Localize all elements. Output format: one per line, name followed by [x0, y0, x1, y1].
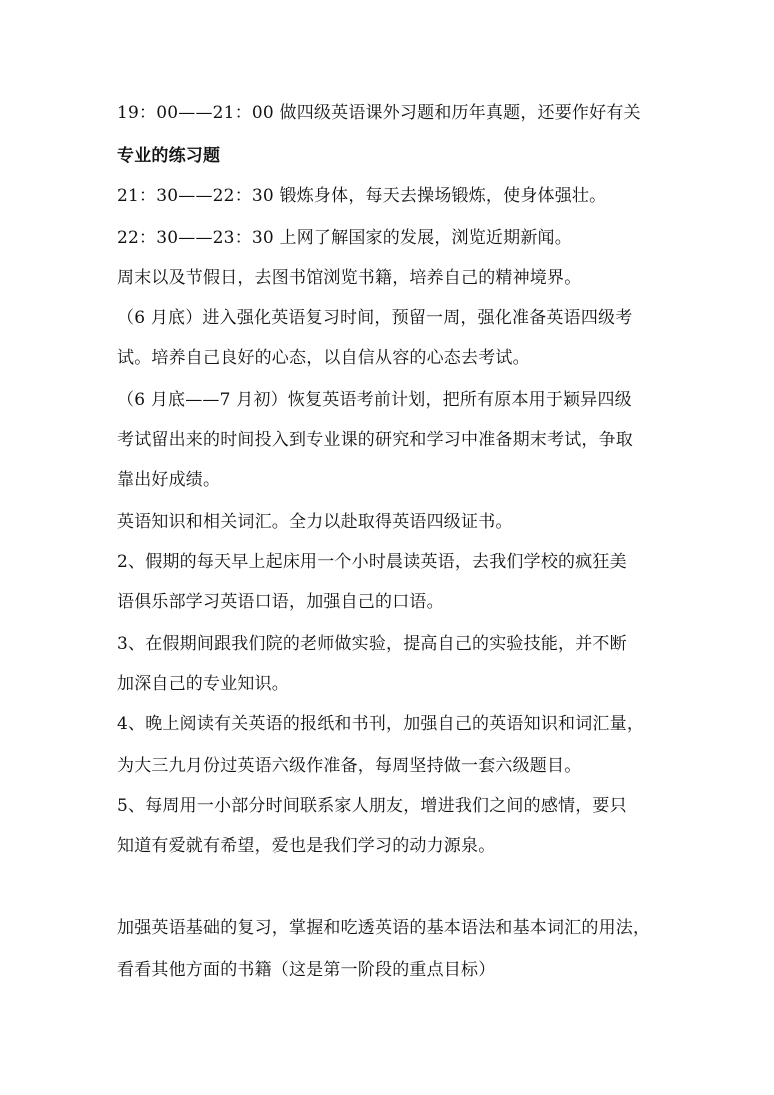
- text-line: 加深自己的专业知识。: [117, 674, 289, 694]
- text-line: 看看其他方面的书籍（这是第一阶段的重点目标）: [117, 960, 496, 980]
- text-line: 22：30——23：30 上网了解国家的发展，浏览近期新闻。: [117, 228, 572, 248]
- text-line: 19：00——21：00 做四级英语课外习题和历年真题，还要作好有关: [117, 103, 641, 123]
- text-line: 知道有爱就有希望，爱也是我们学习的动力源泉。: [117, 836, 496, 856]
- text-line: 4、晚上阅读有关英语的报纸和书刊，加强自己的英语知识和词汇量，: [117, 714, 645, 734]
- text-line: 周末以及节假日，去图书馆浏览书籍，培养自己的精神境界。: [117, 268, 582, 288]
- text-line: 3、在假期间跟我们院的老师做实验，提高自己的实验技能，并不断: [117, 634, 627, 654]
- text-line: 2、假期的每天早上起床用一个小时晨读英语，去我们学校的疯狂美: [117, 552, 627, 572]
- text-line: （6 月底——7 月初）恢复英语考前计划，把所有原本用于颖异四级: [117, 390, 632, 410]
- text-line: 靠出好成绩。: [117, 470, 221, 490]
- text-line: 5、每周用一小部分时间联系家人朋友，增进我们之间的感情，要只: [117, 796, 627, 816]
- text-line: 考试留出来的时间投入到专业课的研究和学习中准备期末考试，争取: [117, 430, 633, 450]
- text-line: 英语知识和相关词汇。全力以赴取得英语四级证书。: [117, 512, 513, 532]
- text-line: （6 月底）进入强化英语复习时间，预留一周，强化准备英语四级考: [117, 308, 633, 328]
- text-line: 21：30——22：30 锻炼身体，每天去操场锻炼，使身体强壮。: [117, 186, 607, 206]
- text-line: 语俱乐部学习英语口语，加强自己的口语。: [117, 592, 444, 612]
- text-line: 试。培养自己良好的心态，以自信从容的心态去考试。: [117, 348, 530, 368]
- text-line: 为大三九月份过英语六级作准备，每周坚持做一套六级题目。: [117, 756, 582, 776]
- text-line: 专业的练习题: [117, 146, 221, 166]
- text-line: 加强英语基础的复习，掌握和吃透英语的基本语法和基本词汇的用法，: [117, 918, 651, 938]
